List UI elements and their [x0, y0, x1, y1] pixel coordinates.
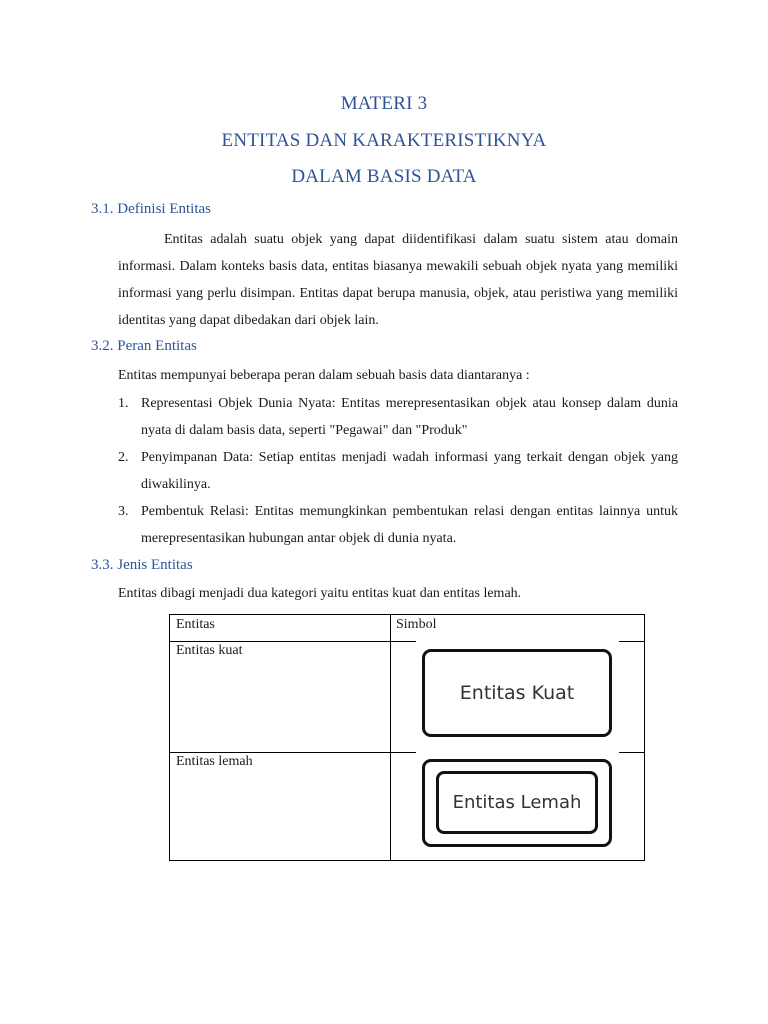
table-cell-entitas-kuat: Entitas kuat: [176, 643, 243, 658]
section-heading-jenis: 3.3. Jenis Entitas: [91, 557, 193, 573]
paragraph-definisi: Entitas adalah suatu objek yang dapat diidentifikasi dalam suatu sistem atau domain informasi. Dalam konteks basis data, entitas biasanya mewakili sebuah objek nyata yang memiliki informasi yang perlu disimpan. Entitas dapat berupa manusia, objek, atau peristiwa yang memiliki identitas yang dapat dibedakan dari objek lain.: [118, 232, 678, 328]
table-row-divider: [619, 641, 644, 642]
list-item-text: Penyimpanan Data: Setiap entitas menjadi wadah informasi yang terkait dengan objek yang diwakilinya.: [141, 450, 678, 492]
list-item: [118, 390, 678, 444]
section-heading-peran: 3.2. Peran Entitas: [91, 338, 197, 354]
list-item-text: Representasi Objek Dunia Nyata: Entitas merepresentasikan objek atau konsep dalam dunia nyata di dalam basis data, seperti "Pegawai" dan "Produk": [141, 396, 678, 438]
entity-table: [169, 614, 645, 861]
weak-entity-symbol: [422, 759, 612, 847]
peran-list: [118, 390, 678, 552]
paragraph-peran-intro: Entitas mempunyai beberapa peran dalam sebuah basis data diantaranya :: [118, 368, 530, 383]
table-row-divider: [619, 752, 644, 753]
table-column-divider: [390, 615, 391, 860]
list-item: [118, 444, 678, 498]
section-heading-definisi: 3.1. Definisi Entitas: [91, 201, 211, 217]
document-title-line-2: ENTITAS DAN KARAKTERISTIKNYA: [221, 130, 547, 151]
list-item-number: 3.: [118, 504, 129, 519]
list-item-text: Pembentuk Relasi: Entitas memungkinkan pembentukan relasi dengan entitas lainnya untuk merepresentasikan hubungan antar objek di dunia nyata.: [141, 504, 678, 546]
weak-entity-symbol-label: Entitas Lemah: [452, 792, 582, 813]
table-header-entitas: Entitas: [176, 617, 215, 632]
list-item: [118, 498, 678, 552]
table-row-divider: [170, 641, 390, 642]
table-header-simbol: Simbol: [396, 617, 437, 632]
table-cell-entitas-lemah: Entitas lemah: [176, 754, 253, 769]
table-row-divider: [170, 752, 390, 753]
weak-entity-symbol-inner: [436, 771, 598, 834]
strong-entity-symbol-label: Entitas Kuat: [459, 682, 575, 704]
table-row-divider: [390, 641, 416, 642]
list-item-number: 2.: [118, 450, 129, 465]
paragraph-jenis: Entitas dibagi menjadi dua kategori yaitu entitas kuat dan entitas lemah.: [118, 586, 522, 601]
table-row-divider: [390, 752, 416, 753]
strong-entity-symbol: [422, 649, 612, 737]
list-item-number: 1.: [118, 396, 129, 411]
document-title-line-3: DALAM BASIS DATA: [291, 166, 477, 187]
document-title-line-1: MATERI 3: [340, 93, 428, 114]
